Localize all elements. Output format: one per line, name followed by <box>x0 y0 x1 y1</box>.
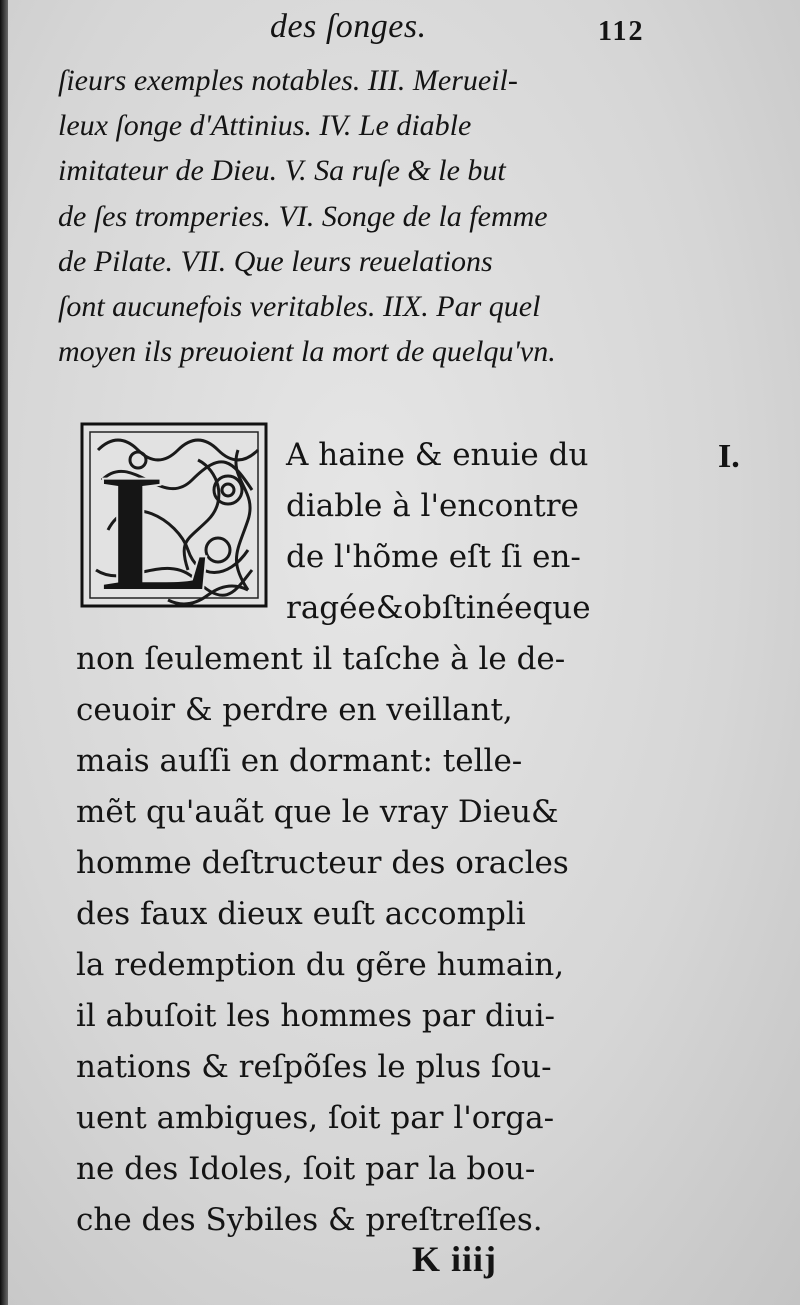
body-line: il abuſoit les hommes par diui- <box>76 998 556 1034</box>
body-line: mẽt qu'auãt que le vray Dieu& <box>76 794 559 830</box>
body-line: ne des Idoles, ſoit par la bou- <box>76 1151 536 1187</box>
body-line: nations & reſpõſes le plus ſou- <box>76 1049 552 1085</box>
drop-cap-letter: L <box>100 439 214 620</box>
summary-line: ſont aucunefois veritables. IIX. Par quel <box>58 290 541 324</box>
summary-line: de ſes tromperies. VI. Songe de la femme <box>58 199 548 233</box>
body-line: des faux dieux euſt accompli <box>76 896 526 932</box>
body-line: la redemption du gẽre humain, <box>76 947 565 983</box>
page-gutter-shadow <box>0 0 8 1305</box>
body-line: de l'hõme eſt ſi en- <box>286 539 581 575</box>
body-line: diable à l'encontre <box>286 488 579 524</box>
body-line: ceuoir & perdre en veillant, <box>76 692 513 728</box>
summary-line: moyen ils preuoient la mort de quelqu'vn. <box>58 335 556 369</box>
margin-note: I. <box>718 438 740 475</box>
signature-mark: K iiij <box>412 1239 497 1279</box>
body-line: che des Sybiles & preſtreſſes. <box>76 1202 543 1238</box>
body-line: mais auſſi en dormant: telle- <box>76 743 523 779</box>
body-line: uent ambigues, ſoit par l'orga- <box>76 1100 555 1136</box>
ornamental-initial <box>78 420 270 620</box>
show-through-text <box>90 378 98 412</box>
summary-line: imitateur de Dieu. V. Sa ruſe & le but <box>58 154 506 188</box>
body-line: ragée&obſtinéeque <box>286 590 591 626</box>
body-line: homme deſtructeur des oracles <box>76 845 569 881</box>
summary-line: ſieurs exemples notables. III. Merueil- <box>58 64 518 97</box>
summary-line: leux ſonge d'Attinius. IV. Le diable <box>58 109 472 143</box>
summary-line: de Pilate. VII. Que leurs reuelations <box>58 244 493 278</box>
body-line: non ſeulement il taſche à le de- <box>76 641 566 677</box>
body-line: A haine & enuie du <box>286 437 589 473</box>
page-number: 112 <box>598 16 645 47</box>
chapter-summary <box>58 58 678 374</box>
running-title: des ſonges. <box>270 8 427 45</box>
